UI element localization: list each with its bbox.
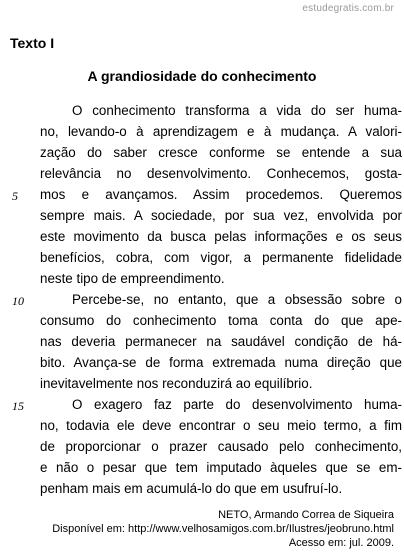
text-line: nas deveria permanecer na saudável condição de há-	[40, 334, 402, 349]
text-line: O conhecimento transforma a vida do ser huma-	[72, 103, 402, 118]
text-line: benefícios, cobra, com vigor, a permanente fidelidade	[40, 250, 402, 265]
text-line: de proporcionar o prazer causado pelo conhecimento,	[40, 439, 402, 454]
line-number-5: 5	[12, 189, 18, 203]
text-line: zação do saber cresce conforme se entende a sua	[40, 145, 402, 160]
text-line: Percebe-se, no entanto, que a obsessão sobre o	[72, 292, 402, 307]
text-line: no, todavia ele deve encontrar o seu meio termo, a fim	[40, 418, 402, 433]
reference-author: NETO, Armando Correa de Siqueira	[218, 509, 394, 521]
text-line: mos e avançamos. Assim procedemos. Queremos	[40, 187, 402, 202]
text-label: Texto I	[10, 35, 55, 51]
text-line: penham mais em acumulá-lo do que em usufruí-lo.	[40, 481, 343, 496]
text-line: bito. Avança-se de forma extremada numa direção que	[40, 355, 402, 370]
text-line: no, levando-o à aprendizagem e à mudança. A valori-	[40, 124, 402, 139]
text-line: neste tipo de empreendimento.	[40, 271, 225, 286]
text-line: consumo do conhecimento toma conta do que ape-	[40, 313, 402, 328]
text-line: O exagero faz parte do desenvolvimento huma-	[72, 397, 402, 412]
text-line: inevitavelmente nos reconduzirá ao equilíbrio.	[40, 376, 313, 391]
line-number-15: 15	[12, 399, 24, 413]
article-title: A grandiosidade do conhecimento	[87, 68, 317, 84]
text-line: relevância no desenvolvimento. Conhecemos, gosta-	[40, 166, 402, 181]
text-line: este movimento da busca pelas informações e os seus	[40, 229, 402, 244]
reference-access-date: Acesso em: jul. 2009.	[288, 537, 394, 549]
line-number-10: 10	[12, 294, 24, 308]
reference-url: Disponível em: http://www.velhosamigos.com.br/Ilustres/jeobruno.html	[52, 523, 394, 535]
text-line: sempre mais. A sociedade, por sua vez, envolvida por	[40, 208, 402, 223]
text-line: e não o pesar que tem imputado àqueles que se em-	[40, 460, 402, 475]
site-watermark: estudegratis.com.br	[302, 3, 394, 14]
